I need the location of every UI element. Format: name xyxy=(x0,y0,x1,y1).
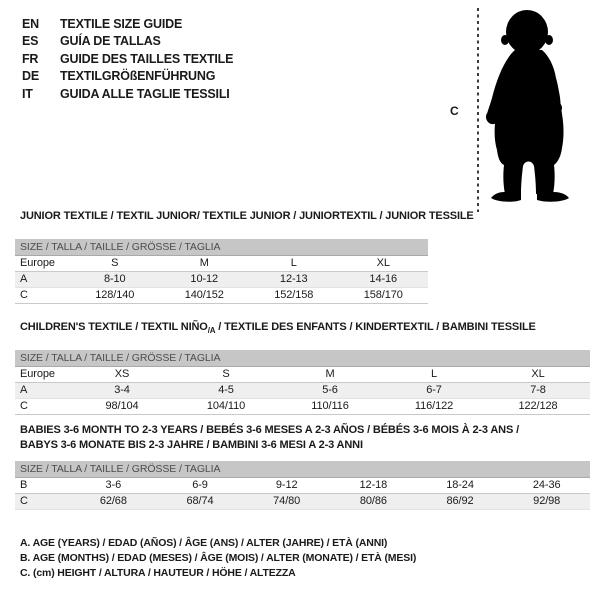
size-cell: L xyxy=(290,257,297,269)
language-row-en xyxy=(22,16,233,33)
age-cell: 12-13 xyxy=(279,273,308,285)
size-cell: S xyxy=(111,257,119,269)
age-cell: 6-7 xyxy=(426,384,442,397)
language-row-it xyxy=(22,86,233,103)
junior-size-table xyxy=(15,239,428,304)
height-measure-label: C xyxy=(450,104,459,118)
language-list xyxy=(22,16,233,103)
children-textile-section xyxy=(15,321,590,415)
babies-textile-section xyxy=(15,423,590,510)
row-label: A xyxy=(20,273,28,285)
row-label: A xyxy=(20,384,28,397)
legend-line-b: B. AGE (MONTHS) / EDAD (MESES) / ÂGE (MOIS) / ALTER (MONATE) / ETÀ (MESI) xyxy=(20,552,417,565)
size-cell: XL xyxy=(531,368,545,381)
table-row-height xyxy=(15,288,428,304)
language-title: TEXTILGRÖßENFÜHRUNG xyxy=(60,69,216,84)
language-code: DE xyxy=(22,69,39,84)
months-cell: 9-12 xyxy=(275,479,298,491)
age-cell: 3-4 xyxy=(114,384,130,397)
months-cell: 3-6 xyxy=(105,479,122,491)
table-row-europe xyxy=(15,256,428,272)
row-label: C xyxy=(20,289,28,301)
size-cell: XS xyxy=(114,368,130,381)
language-code: FR xyxy=(22,51,39,66)
age-cell: 8-10 xyxy=(103,273,126,285)
title-part: CHILDREN'S TEXTILE / TEXTIL NIÑO xyxy=(20,321,208,333)
size-header-bar: SIZE / TALLA / TAILLE / GRÖSSE / TAGLIA xyxy=(15,350,590,367)
babies-section-title xyxy=(15,423,590,453)
babies-title-line2: BABYS 3-6 MONATE BIS 2-3 JAHRE / BAMBINI 3-6 MESI A 2-3 ANNI xyxy=(20,439,363,451)
junior-textile-section xyxy=(15,210,474,304)
table-row-height xyxy=(15,494,590,510)
junior-section-title: JUNIOR TEXTILE / TEXTIL JUNIOR/ TEXTILE JUNIOR / JUNIORTEXTIL / JUNIOR TESSILE xyxy=(20,210,474,222)
months-cell: 6-9 xyxy=(192,479,208,491)
height-cell: 62/68 xyxy=(99,495,127,507)
language-code: IT xyxy=(22,86,33,101)
height-cell: 116/122 xyxy=(414,400,454,413)
language-title: GUÍA DE TALLAS xyxy=(60,34,161,49)
height-measure-dotted-line xyxy=(477,8,479,212)
language-title: GUIDA ALLE TAGLIE TESSILI xyxy=(60,86,230,101)
legend xyxy=(20,536,416,582)
language-title: GUIDE DES TAILLES TEXTILE xyxy=(60,51,234,66)
age-cell: 10-12 xyxy=(190,273,219,285)
height-cell: 140/152 xyxy=(184,289,224,301)
language-code: EN xyxy=(22,17,39,31)
size-header-bar: SIZE / TALLA / TAILLE / GRÖSSE / TAGLIA xyxy=(15,461,590,478)
height-cell: 158/170 xyxy=(363,289,403,301)
row-label: C xyxy=(20,400,28,413)
table-row-europe xyxy=(15,367,590,383)
babies-size-table xyxy=(15,461,590,510)
table-row-months xyxy=(15,478,590,494)
size-cell: XL xyxy=(376,257,390,269)
height-cell: 92/98 xyxy=(533,495,561,507)
row-label: B xyxy=(20,479,28,491)
height-figure xyxy=(440,0,600,216)
table-row-height xyxy=(15,399,590,415)
table-row-age xyxy=(15,383,590,399)
row-label: C xyxy=(20,495,28,507)
height-cell: 104/110 xyxy=(206,400,246,413)
legend-line-c: C. (cm) HEIGHT / ALTURA / HAUTEUR / HÖHE / ALTEZZA xyxy=(20,567,296,580)
months-cell: 12-18 xyxy=(359,479,388,491)
height-cell: 68/74 xyxy=(186,495,214,507)
height-cell: 86/92 xyxy=(446,495,474,507)
height-cell: 110/116 xyxy=(311,400,349,413)
age-cell: 5-6 xyxy=(322,384,338,397)
children-section-title xyxy=(15,321,590,337)
language-title: TEXTILE SIZE GUIDE xyxy=(60,17,183,31)
row-label: Europe xyxy=(20,257,55,269)
height-cell: 122/128 xyxy=(518,400,558,413)
baby-silhouette-icon xyxy=(485,8,580,206)
size-cell: M xyxy=(325,368,335,381)
table-row-age xyxy=(15,272,428,288)
age-cell: 7-8 xyxy=(530,384,546,397)
height-cell: 128/140 xyxy=(95,289,135,301)
row-label: Europe xyxy=(20,368,55,381)
months-cell: 24-36 xyxy=(532,479,561,491)
children-size-table xyxy=(15,350,590,415)
language-row-de xyxy=(22,68,233,85)
age-cell: 4-5 xyxy=(218,384,234,397)
title-part: / TEXTILE DES ENFANTS / KINDERTEXTIL / BAMBINI TESSILE xyxy=(215,321,536,333)
height-cell: 152/158 xyxy=(274,289,314,301)
language-row-fr xyxy=(22,51,233,68)
size-header-bar: SIZE / TALLA / TAILLE / GRÖSSE / TAGLIA xyxy=(15,239,428,256)
height-cell: 98/104 xyxy=(105,400,139,413)
age-cell: 14-16 xyxy=(369,273,398,285)
language-code: ES xyxy=(22,34,39,49)
legend-line-a: A. AGE (YEARS) / EDAD (AÑOS) / ÂGE (ANS) / ALTER (JAHRE) / ETÀ (ANNI) xyxy=(20,537,388,549)
height-cell: 80/86 xyxy=(359,495,387,507)
language-row-es xyxy=(22,33,233,50)
size-cell: M xyxy=(199,257,209,269)
height-cell: 74/80 xyxy=(273,495,301,507)
months-cell: 18-24 xyxy=(446,479,474,491)
size-cell: L xyxy=(430,368,438,381)
size-cell: S xyxy=(222,368,230,381)
babies-title-line1: BABIES 3-6 MONTH TO 2-3 YEARS / BEBÉS 3-6 MESES A 2-3 AÑOS / BÉBÉS 3-6 MOIS À 2-3 ANS / xyxy=(20,424,519,436)
title-subscript: /A xyxy=(207,326,216,336)
